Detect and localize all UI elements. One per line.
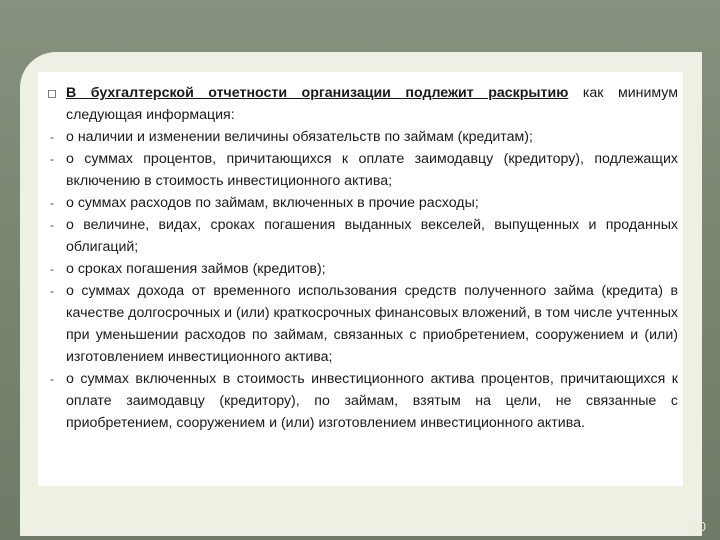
list-item (38, 82, 678, 126)
item-lead-text: В бухгалтерской отчетности организации подлежит раскрытию (66, 85, 569, 101)
list-item (38, 148, 678, 192)
item-text: о наличии и изменении величины обязательств по займам (кредитам); (66, 129, 533, 145)
square-bullet-icon: ◻ (47, 86, 57, 100)
bullet-list (38, 82, 678, 434)
slide-content (38, 72, 683, 486)
dash-bullet-icon: - (50, 262, 54, 276)
item-text: о суммах включенных в стоимость инвестиционного актива процентов, причитающихся к оплате заимодавцу (кредитору), по займам, взятым на цели, не связанные с приобретением, сооружением и (или) изготовлением инвестиционного актива. (66, 371, 678, 431)
item-text: о сроках погашения займов (кредитов); (66, 261, 326, 277)
item-text: о величине, видах, сроках погашения выданных векселей, выпущенных и проданных облигаций; (66, 217, 678, 255)
item-text: о суммах дохода от временного использования средств полученного займа (кредита) в качестве долгосрочных и (или) краткосрочных финансовых вложений, в том числе учтенных при уменьшении расходов по займам, связанных с приобретением, сооружением и (или) изготовлением инвестиционного актива; (66, 283, 678, 365)
dash-bullet-icon: - (50, 196, 54, 210)
page-number: 20 (691, 519, 706, 534)
item-text: о суммах процентов, причитающихся к оплате заимодавцу (кредитору), подлежащих включению в стоимость инвестиционного актива; (66, 151, 678, 189)
dash-bullet-icon: - (50, 152, 54, 166)
list-item (38, 280, 678, 368)
list-item (38, 192, 678, 214)
list-item (38, 368, 678, 434)
list-item (38, 214, 678, 258)
dash-bullet-icon: - (50, 284, 54, 298)
list-item (38, 258, 678, 280)
item-text: как минимум следующая информация: (66, 85, 678, 123)
list-item (38, 126, 678, 148)
item-text: о суммах расходов по займам, включенных в прочие расходы; (66, 195, 479, 211)
dash-bullet-icon: - (50, 218, 54, 232)
dash-bullet-icon: - (50, 372, 54, 386)
dash-bullet-icon: - (50, 130, 54, 144)
